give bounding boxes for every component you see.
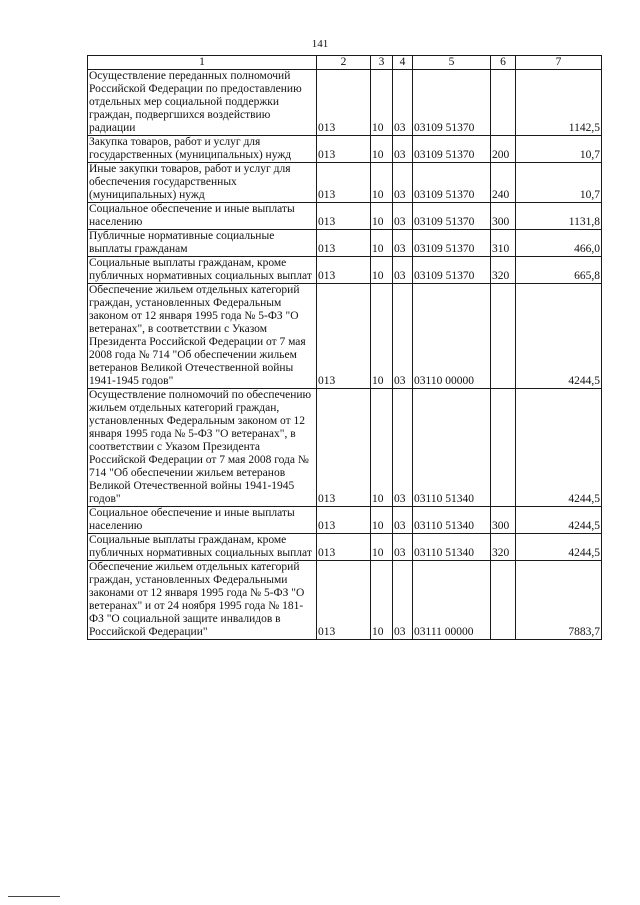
ministry-code: 013	[317, 136, 371, 163]
subsection-code: 03	[393, 534, 413, 561]
subsection-code: 03	[393, 136, 413, 163]
row-name: Социальное обеспечение и иные выплаты населению	[88, 507, 317, 534]
expense-type-code: 200	[491, 136, 516, 163]
amount: 1142,5	[516, 70, 602, 136]
table-row	[88, 561, 602, 640]
table-row	[88, 534, 602, 561]
row-name: Публичные нормативные социальные выплаты гражданам	[88, 230, 317, 257]
amount: 665,8	[516, 257, 602, 284]
section-code: 10	[371, 163, 393, 203]
ministry-code: 013	[317, 203, 371, 230]
amount: 1131,8	[516, 203, 602, 230]
target-article-code: 03110 51340	[413, 389, 491, 507]
row-name: Обеспечение жильем отдельных категорий граждан, установленных Федеральным законом от 12 января 1995 года № 5-ФЗ "О ветеранах", в соответствии с Указом Президента Российской Федерации от 7 мая 2008 года № 714 "Об обеспечении жильем ветеранов Великой Отечественной войны 1941-1945 годов"	[88, 284, 317, 389]
target-article-code: 03111 00000	[413, 561, 491, 640]
expense-type-code: 310	[491, 230, 516, 257]
section-code: 10	[371, 389, 393, 507]
table-row	[88, 203, 602, 230]
row-name: Осуществление полномочий по обеспечению жильем отдельных категорий граждан, установленных Федеральным законом от 12 января 1995 года № 5-ФЗ "О ветеранах", в соответствии с Указом Президента Российской Федерации от 7 мая 2008 года № 714 "Об обеспечении жильем ветеранов Великой Отечественной войны 1941-1945 годов"	[88, 389, 317, 507]
section-code: 10	[371, 534, 393, 561]
expense-type-code: 300	[491, 507, 516, 534]
table-row	[88, 70, 602, 136]
expense-type-code: 300	[491, 203, 516, 230]
expense-type-code	[491, 70, 516, 136]
column-header-4: 4	[393, 56, 413, 70]
ministry-code: 013	[317, 70, 371, 136]
table-row	[88, 230, 602, 257]
budget-table	[87, 55, 602, 640]
expense-type-code	[491, 389, 516, 507]
footer-divider	[8, 896, 60, 897]
amount: 7883,7	[516, 561, 602, 640]
target-article-code: 03109 51370	[413, 257, 491, 284]
expense-type-code: 320	[491, 534, 516, 561]
ministry-code: 013	[317, 284, 371, 389]
target-article-code: 03110 51340	[413, 534, 491, 561]
row-name: Обеспечение жильем отдельных категорий граждан, установленных Федеральными законами от 12 января 1995 года № 5-ФЗ "О ветеранах" и от 24 ноября 1995 года № 181-ФЗ "О социальной защите инвалидов в Российской Федерации"	[88, 561, 317, 640]
subsection-code: 03	[393, 507, 413, 534]
amount: 10,7	[516, 163, 602, 203]
section-code: 10	[371, 561, 393, 640]
row-name: Осуществление переданных полномочий Российской Федерации по предоставлению отдельных мер социальной поддержки граждан, подвергшихся воздействию радиации	[88, 70, 317, 136]
ministry-code: 013	[317, 534, 371, 561]
target-article-code: 03109 51370	[413, 230, 491, 257]
subsection-code: 03	[393, 389, 413, 507]
amount: 4244,5	[516, 534, 602, 561]
row-name: Социальное обеспечение и иные выплаты населению	[88, 203, 317, 230]
amount: 4244,5	[516, 507, 602, 534]
page-number: 141	[311, 38, 329, 50]
table-row	[88, 284, 602, 389]
table-row	[88, 507, 602, 534]
expense-type-code	[491, 561, 516, 640]
column-header-6: 6	[491, 56, 516, 70]
column-header-1: 1	[88, 56, 317, 70]
subsection-code: 03	[393, 70, 413, 136]
subsection-code: 03	[393, 203, 413, 230]
row-name: Социальные выплаты гражданам, кроме публичных нормативных социальных выплат	[88, 257, 317, 284]
subsection-code: 03	[393, 284, 413, 389]
row-name: Иные закупки товаров, работ и услуг для обеспечения государственных (муниципальных) нужд	[88, 163, 317, 203]
subsection-code: 03	[393, 257, 413, 284]
ministry-code: 013	[317, 507, 371, 534]
section-code: 10	[371, 230, 393, 257]
target-article-code: 03109 51370	[413, 70, 491, 136]
row-name: Закупка товаров, работ и услуг для государственных (муниципальных) нужд	[88, 136, 317, 163]
table-row	[88, 389, 602, 507]
expense-type-code: 320	[491, 257, 516, 284]
section-code: 10	[371, 136, 393, 163]
target-article-code: 03109 51370	[413, 136, 491, 163]
target-article-code: 03110 00000	[413, 284, 491, 389]
target-article-code: 03109 51370	[413, 203, 491, 230]
table-row	[88, 257, 602, 284]
expense-type-code	[491, 284, 516, 389]
section-code: 10	[371, 203, 393, 230]
ministry-code: 013	[317, 389, 371, 507]
ministry-code: 013	[317, 230, 371, 257]
header-row	[88, 56, 602, 70]
section-code: 10	[371, 257, 393, 284]
subsection-code: 03	[393, 561, 413, 640]
column-header-7: 7	[516, 56, 602, 70]
column-header-2: 2	[317, 56, 371, 70]
section-code: 10	[371, 284, 393, 389]
amount: 10,7	[516, 136, 602, 163]
target-article-code: 03109 51370	[413, 163, 491, 203]
subsection-code: 03	[393, 163, 413, 203]
column-header-5: 5	[413, 56, 491, 70]
ministry-code: 013	[317, 163, 371, 203]
amount: 466,0	[516, 230, 602, 257]
amount: 4244,5	[516, 389, 602, 507]
amount: 4244,5	[516, 284, 602, 389]
column-header-3: 3	[371, 56, 393, 70]
target-article-code: 03110 51340	[413, 507, 491, 534]
ministry-code: 013	[317, 257, 371, 284]
subsection-code: 03	[393, 230, 413, 257]
table-row	[88, 163, 602, 203]
table-row	[88, 136, 602, 163]
row-name: Социальные выплаты гражданам, кроме публичных нормативных социальных выплат	[88, 534, 317, 561]
section-code: 10	[371, 70, 393, 136]
ministry-code: 013	[317, 561, 371, 640]
expense-type-code: 240	[491, 163, 516, 203]
section-code: 10	[371, 507, 393, 534]
